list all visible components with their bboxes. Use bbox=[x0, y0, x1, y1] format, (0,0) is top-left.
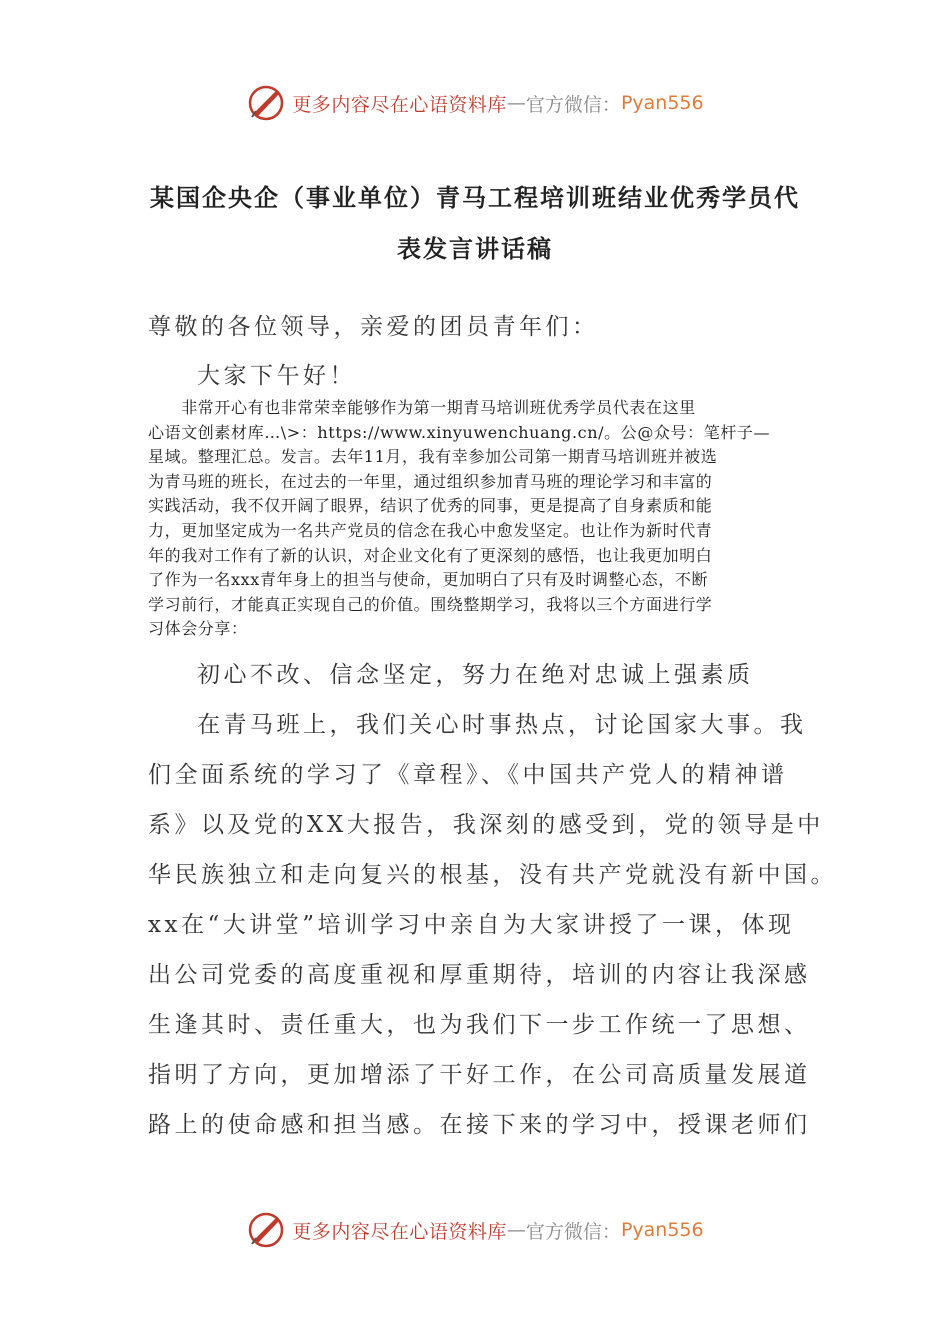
intro-line: 了作为一名xxx青年身上的担当与使命，更加明白了只有及时调整心态，不断 bbox=[148, 570, 709, 590]
document-title-line-1: 某国企央企（事业单位）青马工程培训班结业优秀学员代 bbox=[150, 184, 800, 212]
banner-subtitle: 官方微信： bbox=[525, 1220, 621, 1243]
hello-line: 大家下午好！ bbox=[197, 363, 356, 389]
body-line: 出公司党委的高度重视和厚重期待，培训的内容让我深感 bbox=[148, 962, 811, 988]
banner-dash: — bbox=[506, 1219, 526, 1241]
intro-line: 年的我对工作有了新的认识，对企业文化有了更深刻的感悟，也让我更加明白 bbox=[148, 545, 713, 565]
header-banner bbox=[0, 83, 950, 123]
intro-line: 学习前行，才能真正实现自己的价值。围绕整期学习，我将以三个方面进行学 bbox=[148, 594, 713, 614]
intro-line: 星域。整理汇总。发言。去年11月，我有幸参加公司第一期青马培训班并被选 bbox=[148, 447, 718, 467]
banner-text: 更多内容尽在心语资料库 bbox=[292, 93, 507, 116]
intro-line: 为青马班的班长，在过去的一年里，通过组织参加青马班的理论学习和丰富的 bbox=[148, 471, 713, 491]
greeting: 尊敬的各位领导，亲爱的团员青年们： bbox=[148, 314, 599, 340]
banner-text: 更多内容尽在心语资料库 bbox=[292, 1220, 507, 1243]
body-line: 生逢其时、责任重大，也为我们下一步工作统一了思想、 bbox=[148, 1012, 811, 1038]
intro-line: 力，更加坚定成为一名共产党员的信念在我心中愈发坚定。也让作为新时代青 bbox=[148, 520, 713, 540]
intro-paragraph bbox=[148, 396, 808, 642]
intro-line: 习体会分享： bbox=[148, 619, 248, 639]
quill-logo-icon bbox=[246, 83, 286, 123]
body-line: 系》以及党的XX大报告，我深刻的感受到，党的领导是中 bbox=[148, 812, 824, 838]
body-line: 路上的使命感和担当感。在接下来的学习中，授课老师们 bbox=[148, 1112, 811, 1138]
quill-logo-icon bbox=[246, 1210, 286, 1250]
intro-line: 实践活动，我不仅开阔了眼界，结识了优秀的同事，更是提高了自身素质和能 bbox=[148, 496, 713, 516]
intro-line: 非常开心有也非常荣幸能够作为第一期青马培训班优秀学员代表在这里 bbox=[148, 398, 696, 417]
body-line: 在青马班上，我们关心时事热点，讨论国家大事。我 bbox=[197, 712, 807, 738]
document-title-line-2: 表发言讲话稿 bbox=[397, 235, 553, 263]
banner-wechat-id: Pyan556 bbox=[620, 92, 704, 114]
banner-dash: — bbox=[506, 92, 526, 114]
body-line: 指明了方向，更加增添了干好工作，在公司高质量发展道 bbox=[148, 1062, 811, 1088]
intro-line: 心语文创素材库…\>：https://www.xinyuwenchuang.cn/。公@众号：笔杆子— bbox=[148, 422, 771, 442]
banner-wechat-id: Pyan556 bbox=[620, 1219, 704, 1241]
banner-subtitle: 官方微信： bbox=[525, 93, 621, 116]
footer-banner bbox=[0, 1210, 950, 1250]
section-heading: 初心不改、信念坚定，努力在绝对忠诚上强素质 bbox=[197, 662, 754, 688]
body-line: 们全面系统的学习了《章程》、《中国共产党人的精神谱 bbox=[148, 762, 788, 788]
body-line: 华民族独立和走向复兴的根基，没有共产党就没有新中国。 bbox=[148, 862, 837, 888]
body-line: xx在“大讲堂”培训学习中亲自为大家讲授了一课，体现 bbox=[148, 912, 795, 938]
